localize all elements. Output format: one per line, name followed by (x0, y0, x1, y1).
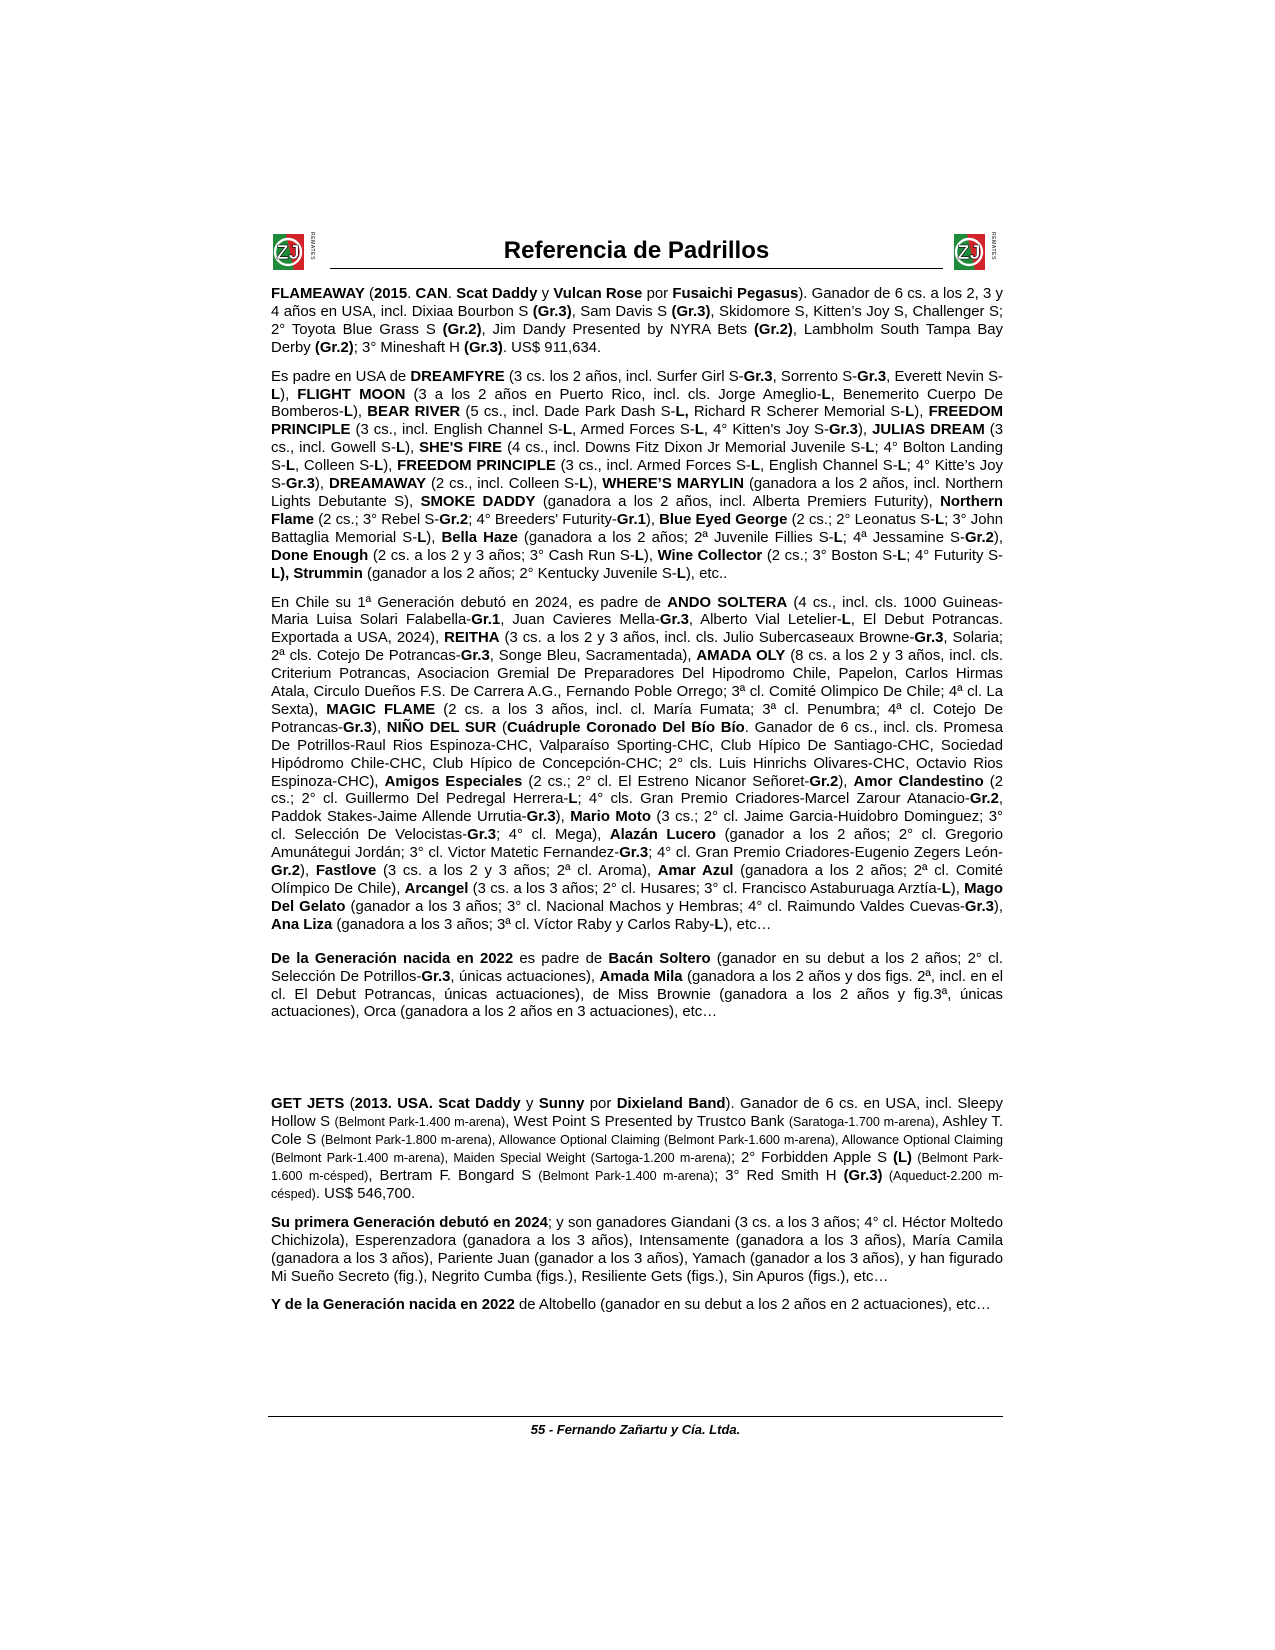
text-run: . (407, 286, 416, 302)
text-run: , Paddok Stakes-Jaime Allende Urrutia- (271, 791, 1003, 826)
text-run: (3 cs. los 2 años, incl. Surfer Girl S- (504, 368, 744, 385)
text-run: ; 4° cl. Mega), (496, 827, 610, 844)
bold-text: Gr.3 (743, 368, 773, 385)
bold-text: (Gr.3) (532, 303, 572, 320)
text-run: ; 4° cl. Gran Premio Criadores-Eugenio Zegers León- (648, 845, 1003, 862)
text-run: , Sorrento S- (772, 368, 858, 385)
bold-text: L (395, 440, 406, 457)
svg-text:REMATES: REMATES (990, 232, 996, 260)
text-run: . US$ 546,700. (315, 1185, 416, 1202)
text-run: (4 cs., incl. Downs Fitz Dixon Jr Memorial Juvenile S- (502, 440, 866, 457)
bold-text: Mario Moto (570, 809, 651, 826)
svg-text:ZJ: ZJ (957, 242, 981, 264)
bold-text: Gr.3 (857, 368, 887, 385)
text-run: , Songe Bleu, Sacramentada), (489, 648, 697, 665)
paragraph (271, 1096, 1003, 1203)
text-run: ). Ganador de 6 cs. en USA, incl. Sleepy Hollow S (271, 1096, 1003, 1131)
text-run: ), (383, 458, 398, 475)
text-run: ; 4ª Jessamine S- (842, 529, 965, 546)
bold-text: 2015 (373, 286, 408, 302)
text-run: ; y son ganadores Giandani (3 cs. a los 3 años; 4° cl. Héctor Moltedo Chichizola), Esperenzadora (ganadora a los 3 años), Intensamente (ganadora a los 3 años), María Camila (ganadora a los 3 años), Pariente Juan (ganador a los 3 años), Yamach (ganador a los 3 años), y han figurado Mi Sueño Secreto (fig.), Negrito Cumba (figs.), Resiliente Gets (figs.), Sin Apuros (figs.), etc… (271, 1214, 1003, 1285)
text-run: ), (352, 404, 368, 421)
text-run: , Colleen S- (295, 458, 375, 475)
text-run: (Belmont Park-1.400 m-arena) (538, 1168, 715, 1183)
bold-text: L (865, 440, 875, 457)
text-run: (Belmont Park-1.400 m-arena) (334, 1115, 506, 1130)
text-run: y (537, 286, 554, 302)
bold-text: BEAR RIVER (367, 404, 461, 421)
bold-text: WHERE’S MARYLIN (602, 476, 744, 493)
text-run: (3 cs., incl. English Channel S- (350, 422, 563, 439)
bold-text: Gr.2 (809, 773, 839, 790)
text-run: (3 cs., incl. Armed Forces S- (555, 458, 751, 475)
bold-text: SHE'S FIRE (419, 440, 503, 457)
text-run: ). Ganador de 6 cs. a los 2, 3 y 4 años en USA, incl. Dixiaa Bourbon S (271, 286, 1003, 320)
bold-text: L (905, 404, 915, 421)
bold-text: Dixieland Band (616, 1096, 726, 1113)
zj-remates-logo (951, 228, 1003, 276)
text-run: es padre de (513, 950, 609, 967)
bold-text: L (271, 565, 281, 582)
bold-text: (Gr.3) (843, 1167, 883, 1184)
bold-text: Gr.3 (467, 827, 497, 844)
bold-text: L (841, 612, 851, 629)
text-run: . (447, 286, 457, 302)
text-run: (2 cs.; 3° Boston S- (762, 547, 898, 564)
text-run: Es padre en USA de (271, 368, 411, 385)
text-run: (2 cs.; 3° Rebel S- (314, 511, 440, 528)
text-run: (2 cs. a los 2 y 3 años; 3° Cash Run S- (368, 547, 635, 564)
bold-text: Gr.3 (964, 898, 994, 915)
paragraph (271, 286, 1003, 358)
text-run: (3 cs. a los 2 y 3 años, incl. cls. Julio Subercaseaux Browne- (499, 630, 915, 647)
text-run: (Saratoga-1.700 m-arena) (788, 1115, 935, 1130)
bold-text: Fusaichi Pegasus (672, 286, 799, 302)
page-header (270, 228, 1003, 276)
text-run: ), (645, 511, 660, 528)
bold-text: L (821, 386, 831, 403)
bold-text: 2013. USA. Scat Daddy (354, 1096, 521, 1113)
text-run: , únicas actuaciones), (450, 968, 600, 985)
text-run: de Altobello (ganador en su debut a los 2 años en 2 actuaciones), etc… (514, 1297, 991, 1314)
text-run: por (584, 1096, 617, 1113)
bold-text: Gr.3 (914, 630, 944, 647)
bold-text: Gr.3 (619, 845, 649, 862)
text-run: ), (950, 881, 965, 897)
bold-text: Arcangel (404, 881, 469, 897)
text-run: , Ashley T. Cole S (271, 1114, 1003, 1149)
text-run: (ganador a los 2 años; 2° Kentucky Juvenile S- (362, 565, 677, 582)
bold-text: Gr.2 (271, 863, 300, 880)
text-run: (ganador a los 2 años; 2° cl. Gregorio Amunátegui Jordán; 3° cl. Victor Matetic Fernandez- (271, 827, 1003, 862)
text-run: , Juan Cavieres Mella- (500, 612, 660, 629)
text-run: (2 cs. a los 3 años, incl. cl. María Fumata; 3ª cl. Penumbra; 4ª cl. Cotejo De Potrancas- (271, 701, 1003, 736)
text-run: (2 cs., incl. Colleen S- (426, 476, 580, 493)
text-run: ( (496, 719, 507, 736)
text-run: (ganadora a los 2 años; 2ª Juvenile Fillies S- (517, 529, 834, 546)
text-run: ; 3° Mineshaft H (353, 339, 464, 356)
text-run: ; 4° Breeders' Futurity- (468, 511, 617, 528)
text-run: , English Channel S- (759, 458, 898, 475)
bold-text: Done Enough (271, 547, 369, 564)
bold-text: L (343, 404, 353, 421)
bold-text: FREEDOM PRINCIPLE (271, 404, 1004, 439)
text-run: , Benemerito Cuerpo De Bomberos- (271, 386, 1003, 421)
text-run: ( (364, 286, 374, 302)
bold-text: L (271, 386, 281, 403)
text-run: , El Debut Potrancas. Exportada a USA, 2024), (271, 612, 1004, 647)
text-run: (3 cs.; 2° cl. Jaime Garcia-Huidobro Dominguez; 3° cl. Selección De Velocistas- (271, 809, 1003, 844)
bold-text: Scat Daddy (456, 286, 538, 302)
bold-text: (Gr.3) (671, 303, 711, 320)
text-run: , Bertram F. Bongard S (368, 1167, 539, 1184)
text-run: ), (372, 719, 387, 736)
bold-text: Amar Azul (657, 863, 734, 880)
text-run: ; 3° Red Smith H (714, 1167, 844, 1184)
bold-text: Gr.3 (526, 809, 556, 826)
text-run: ), (914, 404, 929, 421)
bold-text: Northern Flame (271, 493, 1004, 528)
text-run: (8 cs. a los 2 y 3 años, incl. cls. Criterium Potrancas, Asociacion Gremial De Preparadores Del Hipodromo Chile, Papelon, Carlos Hirmas Atala, Circulo Dueños F.S. De Carrera A.G., Fernando Poble Orrego; 3ª cl. Comité Olimpico De Chile; 4ª cl. La Sexta), (271, 648, 1003, 718)
text-run: ), (280, 386, 298, 403)
text-run: (ganadora a los 2 años; 2ª cl. Comité Olímpico De Chile), (271, 863, 1004, 897)
text-run: ), (426, 529, 442, 546)
bold-text: (Gr.2) (314, 339, 354, 356)
bold-text: L (750, 458, 760, 475)
bold-text: Gr.3 (460, 648, 490, 665)
text-run: , West Point S Presented by Trustco Bank (505, 1114, 789, 1131)
bold-text: Gr.3 (659, 612, 689, 629)
page-footer: 55 - Fernando Zañartu y Cía. Ltda. (530, 1422, 741, 1437)
text-run: ; 4° Bolton Landing S- (271, 440, 1003, 475)
bold-text: NIÑO DEL SUR (386, 719, 497, 736)
text-run: (4 cs., incl. cls. 1000 Guineas-Maria Luisa Solari Falabella- (271, 594, 1003, 629)
text-run: ), (838, 773, 854, 790)
bold-text: REITHA (444, 630, 500, 647)
text-run: , Armed Forces S- (572, 422, 695, 439)
bold-text: FLAMEAWAY (271, 286, 365, 302)
bold-text: Vulcan Rose (553, 286, 643, 302)
bold-text: Gr.3 (828, 422, 858, 439)
bold-text: L (694, 422, 704, 439)
bold-text: Amigos Especiales (384, 773, 523, 790)
text-run: (ganadora a los 2 años y dos figs. 2ª, incl. en el cl. El Debut Potrancas, únicas actuaciones), de Miss Brownie (ganadora a los 2 años y fig.3ª, únicas actuaciones), Orca (ganadora a los 2 años en 3 actuaciones), etc… (271, 968, 1004, 1021)
text-run: (2 cs.; 2° cl. Guillermo Del Pedregal Herrera- (271, 773, 1003, 808)
bold-text: (Gr.2) (442, 321, 482, 338)
text-run: (ganador a los 3 años; 3° cl. Nacional Machos y Hembras; 4° cl. Raimundo Valdes Cuevas- (345, 898, 965, 915)
paragraph (271, 1297, 1003, 1315)
text-run: ( (344, 1096, 355, 1113)
bold-text: (L) (893, 1150, 913, 1167)
bold-text: Gr.2 (969, 791, 999, 808)
text-run: ), (857, 422, 873, 439)
paragraph (271, 951, 1003, 1023)
paragraph (271, 1215, 1003, 1287)
text-run: , Skidomore S, Kitten’s Joy S, Challenger S; 2° Toyota Blue Grass S (271, 303, 1004, 338)
bold-text: L (579, 476, 589, 493)
bold-text: Gr.3 (421, 968, 451, 985)
bold-text: Amor Clandestino (853, 773, 984, 790)
bold-text: Y de la Generación nacida en 2022 (271, 1297, 515, 1314)
text-run: , 4° Kitten's Joy S- (703, 422, 829, 439)
stallion-references (271, 286, 1003, 1326)
bold-text: Bacán Soltero (608, 950, 711, 967)
footer-rule (268, 1416, 1003, 1417)
text-run: por (642, 286, 673, 302)
text-run: ), (314, 476, 329, 493)
text-run: (Aqueduct-2.200 m-césped) (271, 1168, 1003, 1201)
bold-text: Gr.1 (471, 612, 501, 629)
bold-text: De la Generación nacida en 2022 (271, 950, 514, 967)
text-run: ), (405, 440, 420, 457)
zj-remates-logo (270, 228, 322, 276)
bold-text: ), (280, 565, 290, 582)
bold-text: AMADA OLY (696, 648, 786, 665)
bold-text: L (934, 511, 945, 528)
text-run: , Alberto Vial Letelier- (688, 612, 842, 629)
text-run: (ganador en su debut a los 2 años; 2° cl. Selección De Potrillos- (271, 950, 1003, 985)
text-run: , Sam Davis S (571, 303, 672, 320)
text-run: (3 cs. a los 2 y 3 años; 2ª cl. Aroma), (376, 863, 658, 880)
paragraph (271, 595, 1003, 935)
text-run: (Belmont Park-1.600 m-césped) (271, 1151, 1003, 1183)
text-run: (5 cs., incl. Dade Park Dash S- (460, 404, 676, 421)
text-run: . US$ 911,634. (502, 339, 602, 356)
page-title: Referencia de Padrillos (330, 234, 943, 269)
bold-text: JULIAS DREAM (872, 422, 985, 439)
bold-text: Gr.2 (439, 511, 469, 528)
bold-text: Alazán Lucero (609, 827, 717, 844)
text-run: ), etc… (723, 916, 772, 933)
text-run: , Everett Nevin S- (886, 368, 1003, 385)
bold-text: Su primera Generación debutó en 2024 (271, 1214, 548, 1231)
bold-text: Sunny (538, 1096, 585, 1113)
text-run: ), (993, 898, 1003, 915)
svg-text:REMATES: REMATES (309, 232, 315, 260)
bold-text: Ana Liza (271, 916, 333, 933)
text-run: ; 2° Forbidden Apple S (730, 1150, 893, 1167)
text-run: Richard R Scherer Memorial S- (688, 404, 906, 421)
text-run: En Chile su 1ª Generación debutó en 2024, es padre de (271, 594, 668, 611)
bold-text: DREAMFYRE (410, 368, 505, 385)
text-run: (ganadora a los 2 años, incl. Northern Lights Debutante S), (271, 476, 1004, 510)
bold-text: Gr.1 (616, 511, 646, 528)
text-run: (3 cs., incl. Gowell S- (271, 422, 1004, 457)
bold-text: Gr.3 (343, 719, 372, 736)
text-run: (3 cs. a los 3 años; 2° cl. Husares; 3° cl. Francisco Astaburuaga Arztía- (468, 881, 942, 897)
text-run: ), (555, 809, 571, 826)
svg-text:ZJ: ZJ (276, 242, 300, 264)
text-run: ), (643, 547, 658, 564)
bold-text: L (833, 529, 843, 546)
bold-text: ANDO SOLTERA (667, 594, 788, 611)
bold-text: (Gr.3) (464, 339, 503, 356)
bold-text: Bella Haze (441, 529, 518, 546)
bold-text: L (897, 547, 907, 564)
bold-text: L (941, 881, 951, 897)
text-run: (ganadora a los 2 años, incl. Alberta Premiers Futurity), (535, 493, 941, 510)
paragraph (271, 369, 1003, 584)
text-run: (Belmont Park-1.800 m-arena), Allowance Optional Claiming (Belmont Park-1.600 m-arena), Allowance Optional Claiming (Belmont Park-1.400 m-arena), Maiden Special Weight (Sartoga-1.200 m-arena) (271, 1133, 1003, 1166)
bold-text: L (568, 791, 578, 808)
text-run: ; 4° Futurity S- (906, 547, 1004, 564)
text-run: ; 3° John Battaglia Memorial S- (271, 511, 1004, 546)
text-run: y (520, 1096, 539, 1113)
bold-text: L, (675, 404, 689, 421)
text-run: , Solaria; 2ª cls. Cotejo De Potrancas- (271, 630, 1003, 665)
text-run: ), (993, 529, 1004, 546)
text-run: (3 a los 2 años en Puerto Rico, incl. cls. Jorge Ameglio- (405, 386, 822, 403)
bold-text: Cuádruple Coronado Del Bío Bío (506, 719, 745, 736)
bold-text: Wine Collector (657, 547, 763, 564)
bold-text: MAGIC FLAME (326, 701, 436, 718)
text-run: , Jim Dandy Presented by NYRA Bets (481, 321, 754, 338)
bold-text: Gr.3 (285, 476, 315, 493)
text-run: ), (299, 863, 316, 880)
bold-text: L (374, 458, 384, 475)
bold-text: Amada Mila (599, 968, 683, 985)
bold-text: L (714, 916, 724, 933)
text-run: (2 cs.; 2° cl. El Estreno Nicanor Señoret- (522, 773, 810, 790)
text-run: , Lambholm South Tampa Bay Derby (271, 321, 1003, 356)
bold-text: FREEDOM PRINCIPLE (397, 458, 556, 475)
bold-text: Blue Eyed George (659, 511, 788, 528)
bold-text: L (417, 529, 427, 546)
text-run: . Ganador de 6 cs., incl. cls. Promesa De Potrillos-Raul Rios Espinoza-CHC, Valparaíso Sporting-CHC, Club Hípico De Santiago-CHC, Sociedad Hipódromo Chile-CHC, Club Hípico de Concepción-CHC; 2° cls. Luis Hinrichs Olivares-CHC, Octavio Rios Espinoza-CHC), (271, 719, 1003, 790)
bold-text: SMOKE DADDY (420, 493, 536, 510)
bold-text: FLIGHT MOON (297, 386, 406, 403)
bold-text: CAN (415, 286, 448, 302)
bold-text: Fastlove (315, 863, 377, 880)
bold-text: DREAMAWAY (328, 476, 427, 493)
text-run: ), etc.. (685, 565, 728, 582)
bold-text: Strummin (293, 565, 363, 582)
text-run: (ganadora a los 3 años; 3ª cl. Víctor Raby y Carlos Raby- (332, 916, 715, 933)
bold-text: L (676, 565, 686, 582)
bold-text: GET JETS (271, 1096, 345, 1113)
text-run: (2 cs.; 2° Leonatus S- (787, 511, 935, 528)
bold-text: Gr.2 (964, 529, 994, 546)
text-run: ), (588, 476, 603, 493)
bold-text: L (562, 422, 573, 439)
bold-text: Mago Del Gelato (271, 881, 1003, 915)
bold-text: L (897, 458, 907, 475)
bold-text: (Gr.2) (753, 321, 793, 338)
bold-text: L (285, 458, 295, 475)
bold-text: L (634, 547, 644, 564)
text-run: ; 4° Kitte’s Joy S- (271, 458, 1003, 493)
text-run: ; 4° cls. Gran Premio Criadores-Marcel Zarour Atanacio- (577, 791, 970, 808)
